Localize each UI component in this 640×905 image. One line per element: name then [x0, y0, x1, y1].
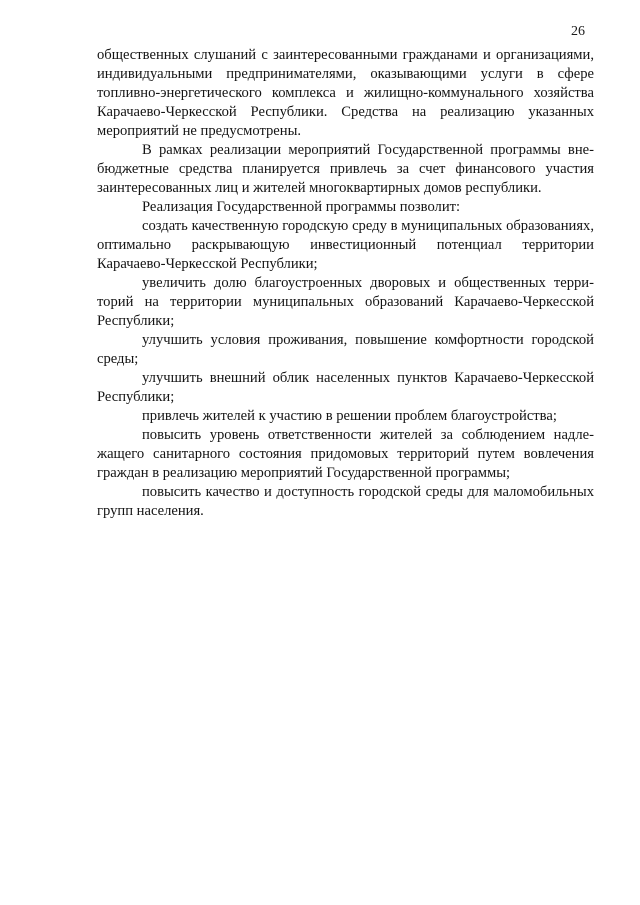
page-number: 26 — [571, 24, 585, 39]
document-body — [97, 46, 594, 521]
list-item-accessibility: повысить качество и доступность городской среды для маломобильных групп населения. — [97, 484, 594, 519]
paragraph-extrabudgetary-funds: В рамках реализации мероприятий Государственной программы внебюджетные средства планируется привлечь за счет финансового участия заинтересованных лиц и жителей многоквартирных домов республики. — [97, 142, 594, 196]
list-item-appearance: улучшить внешний облик населенных пунктов Карачаево-Черкесской Республики; — [97, 370, 594, 405]
paragraph-program-will-allow: Реализация Государственной программы позволит: — [142, 199, 461, 215]
list-item-living-conditions: улучшить условия проживания, повышение комфортности городской среды; — [97, 332, 594, 367]
list-item-resident-participation: привлечь жителей к участию в решении проблем благоустройства; — [142, 408, 557, 424]
list-item-improved-territories: увеличить долю благоустроенных дворовых и общественных территорий на территории муниципальных образований Карачаево-Черкесской Республики; — [97, 275, 594, 329]
list-item-urban-environment: создать качественную городскую среду в муниципальных образованиях, оптимально раскрывающую инвестиционный потенциал территории Карачаево-Черкесской Республики; — [97, 218, 594, 272]
paragraph-public-hearings: общественных слушаний с заинтересованными гражданами и организациями, индивидуальными предпринимателями, оказывающими услуги в сфере топливно-энергетического комплекса и жилищно-коммунального хозяйства Карачаево-Черкесской Республики. Средства на реализацию указанных мероприятий не предусмотрены. — [97, 47, 594, 139]
list-item-responsibility: повысить уровень ответственности жителей за соблюдением надлежащего санитарного состояния придомовых территорий путем вовлечения граждан в реализацию мероприятий Государственной программы; — [97, 427, 594, 481]
